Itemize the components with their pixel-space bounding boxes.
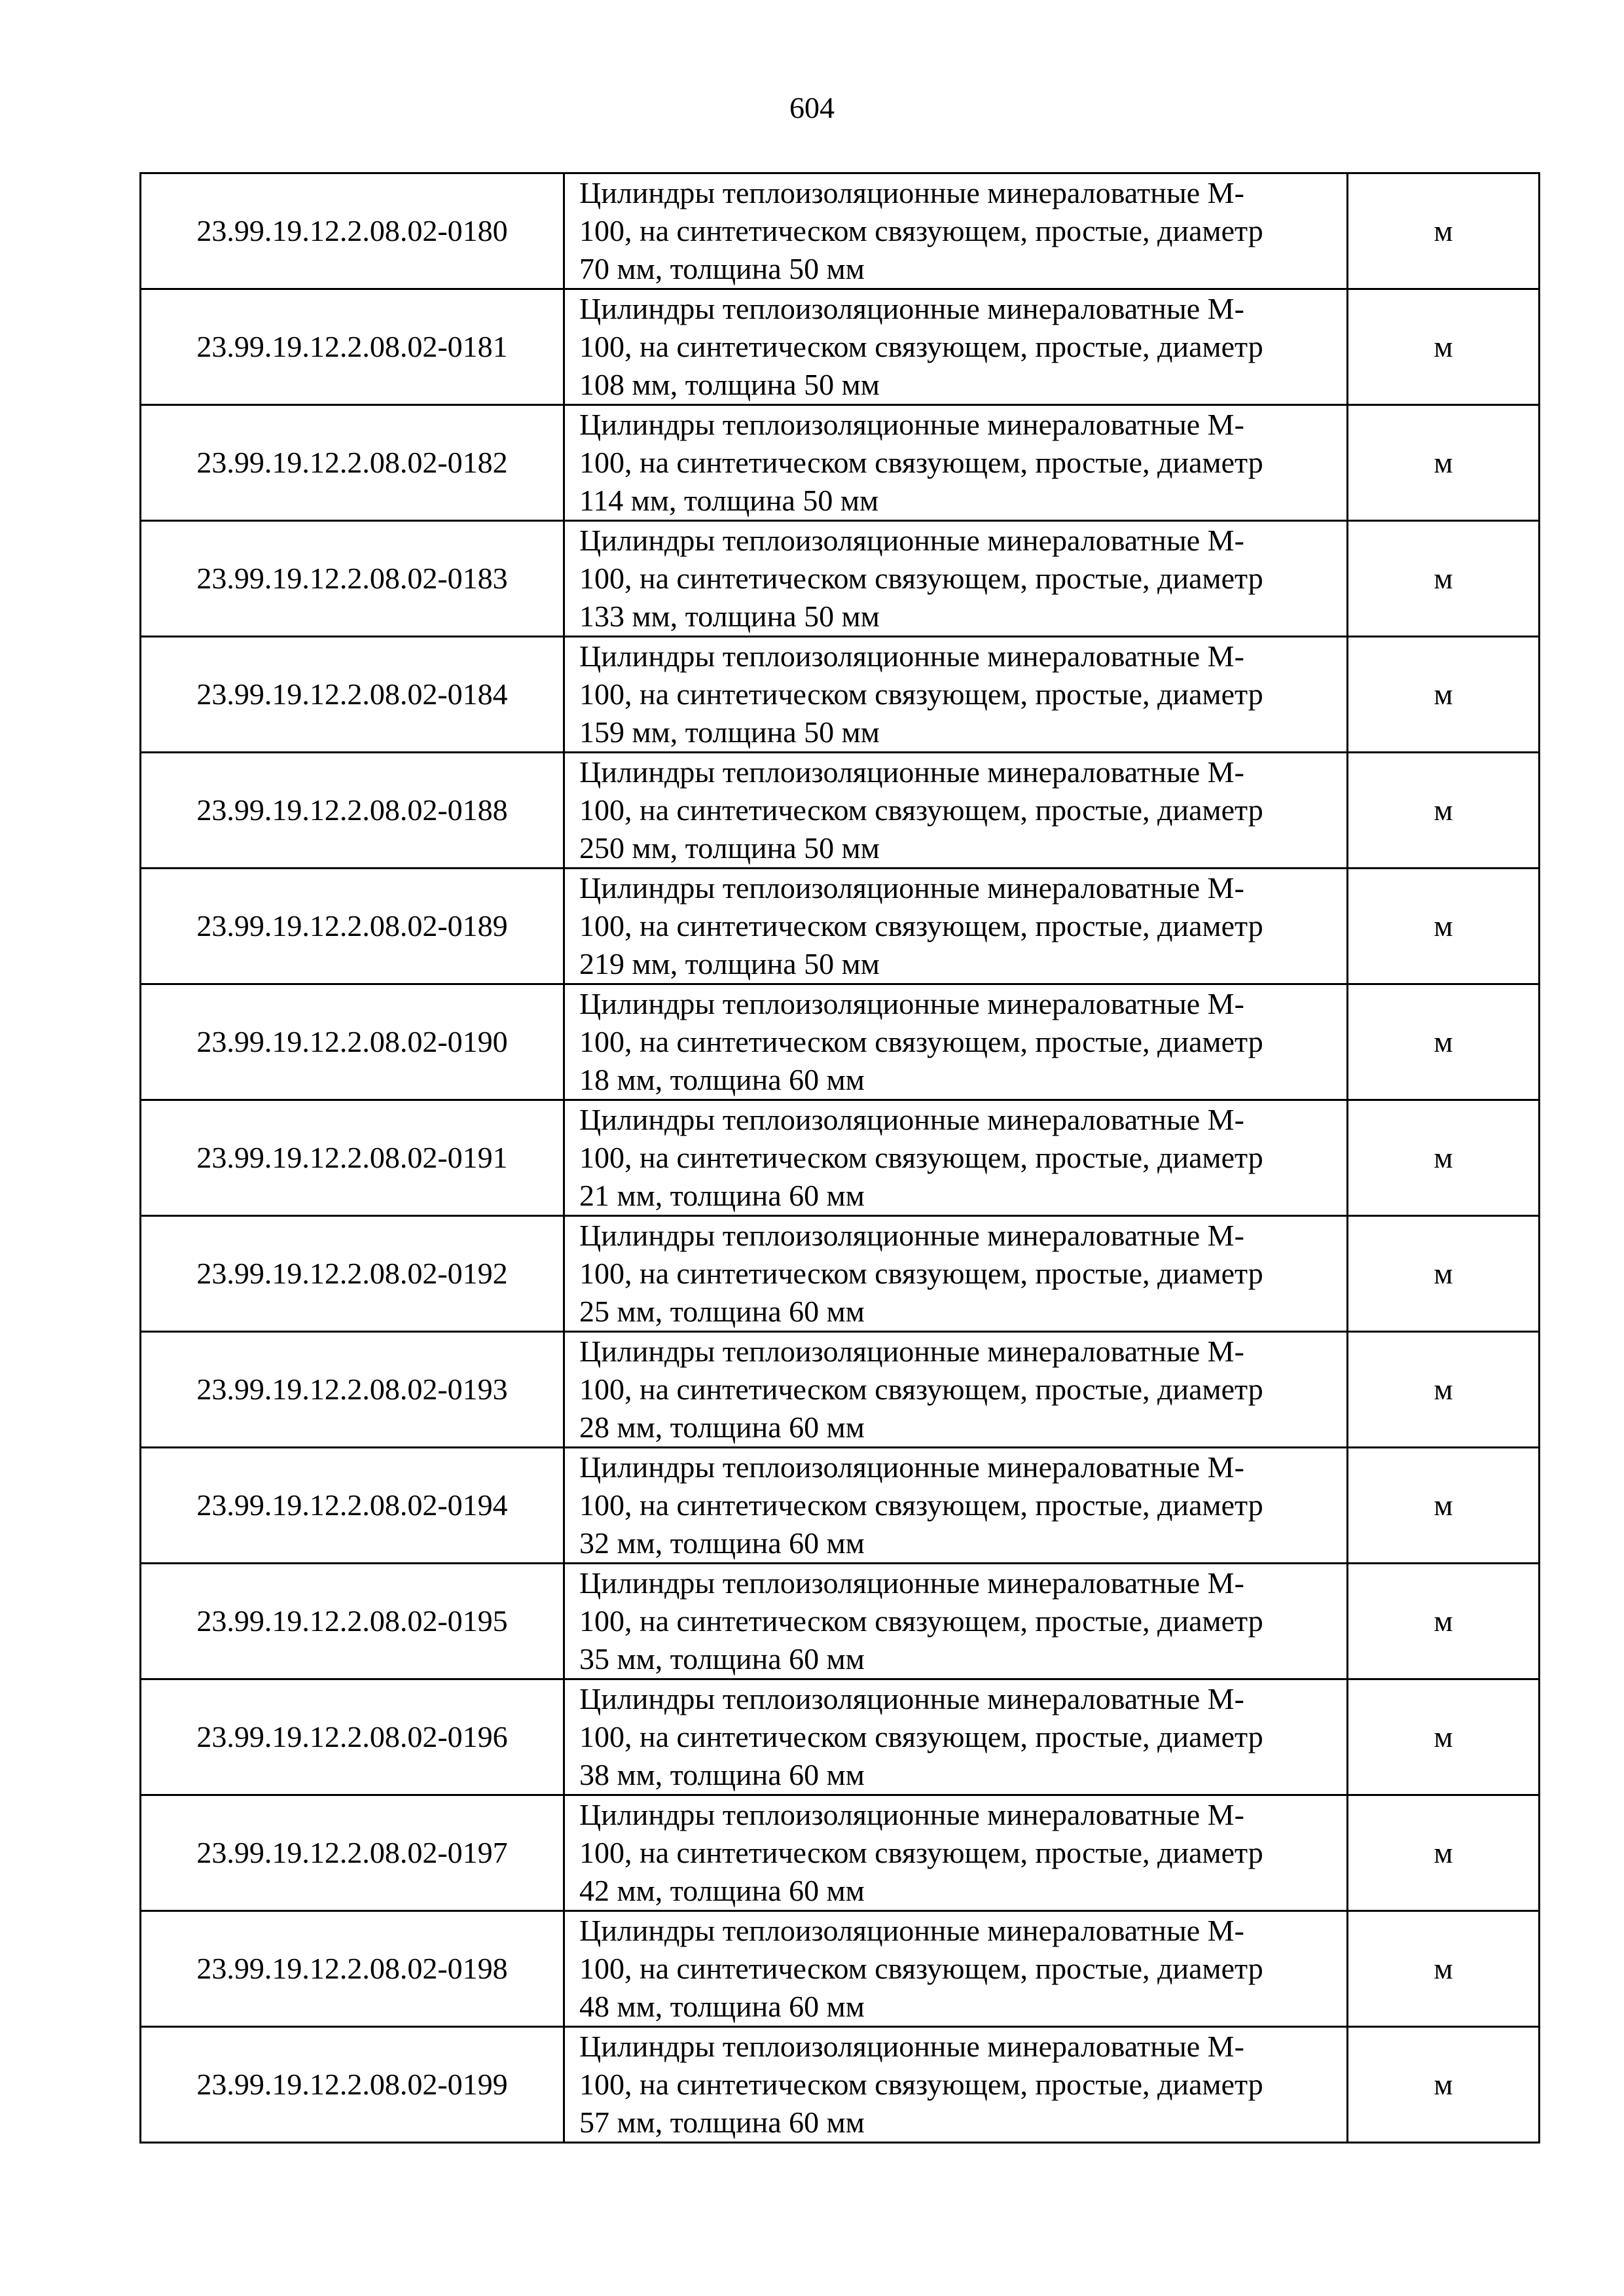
unit-of-measure: м xyxy=(1348,173,1540,289)
description-line: 100, на синтетическом связующем, простые, диаметр xyxy=(579,446,1263,479)
description-line: 32 мм, толщина 60 мм xyxy=(579,1526,865,1560)
unit-of-measure: м xyxy=(1348,405,1540,521)
description-line: Цилиндры теплоизоляционные минераловатные М- xyxy=(579,2030,1244,2063)
resource-description xyxy=(564,1332,1348,1448)
description-line: Цилиндры теплоизоляционные минераловатные М- xyxy=(579,408,1244,441)
description-line: 133 мм, толщина 50 мм xyxy=(579,600,880,633)
description-line: Цилиндры теплоизоляционные минераловатные М- xyxy=(579,1335,1244,1368)
unit-of-measure: м xyxy=(1348,1332,1540,1448)
resource-description xyxy=(564,2027,1348,2143)
unit-of-measure: м xyxy=(1348,1911,1540,2027)
description-line: 100, на синтетическом связующем, простые, диаметр xyxy=(579,1257,1263,1290)
unit-of-measure: м xyxy=(1348,1216,1540,1332)
description-line: 100, на синтетическом связующем, простые, диаметр xyxy=(579,330,1263,363)
resource-description xyxy=(564,637,1348,753)
description-line: 100, на синтетическом связующем, простые, диаметр xyxy=(579,1141,1263,1174)
table-row xyxy=(141,1332,1540,1448)
table-row xyxy=(141,869,1540,984)
resource-code: 23.99.19.12.2.08.02-0192 xyxy=(141,1216,564,1332)
table-row xyxy=(141,521,1540,637)
description-line: Цилиндры теплоизоляционные минераловатные М- xyxy=(579,755,1244,789)
description-line: 100, на синтетическом связующем, простые, диаметр xyxy=(579,1025,1263,1058)
description-line: 100, на синтетическом связующем, простые, диаметр xyxy=(579,1952,1263,1985)
resource-description xyxy=(564,1679,1348,1795)
table-row xyxy=(141,173,1540,289)
table-row xyxy=(141,289,1540,405)
table-row xyxy=(141,1679,1540,1795)
table-row xyxy=(141,1216,1540,1332)
resource-code: 23.99.19.12.2.08.02-0198 xyxy=(141,1911,564,2027)
description-line: 35 мм, толщина 60 мм xyxy=(579,1642,865,1676)
table-row xyxy=(141,2027,1540,2143)
resource-code: 23.99.19.12.2.08.02-0191 xyxy=(141,1100,564,1216)
resource-code: 23.99.19.12.2.08.02-0189 xyxy=(141,869,564,984)
unit-of-measure: м xyxy=(1348,869,1540,984)
description-line: Цилиндры теплоизоляционные минераловатные М- xyxy=(579,292,1244,325)
table-row xyxy=(141,405,1540,521)
resource-code: 23.99.19.12.2.08.02-0193 xyxy=(141,1332,564,1448)
unit-of-measure: м xyxy=(1348,1100,1540,1216)
description-line: 250 мм, толщина 50 мм xyxy=(579,831,880,865)
resource-description xyxy=(564,405,1348,521)
description-line: 100, на синтетическом связующем, простые, диаметр xyxy=(579,1604,1263,1638)
description-line: 28 мм, толщина 60 мм xyxy=(579,1410,865,1444)
resource-code: 23.99.19.12.2.08.02-0190 xyxy=(141,984,564,1100)
resource-description xyxy=(564,1448,1348,1564)
table-row xyxy=(141,753,1540,869)
description-line: Цилиндры теплоизоляционные минераловатные М- xyxy=(579,176,1244,209)
resource-description xyxy=(564,1564,1348,1679)
resource-code: 23.99.19.12.2.08.02-0188 xyxy=(141,753,564,869)
description-line: 100, на синтетическом связующем, простые, диаметр xyxy=(579,214,1263,247)
resource-description xyxy=(564,753,1348,869)
table-row xyxy=(141,1100,1540,1216)
description-line: 100, на синтетическом связующем, простые, диаметр xyxy=(579,1720,1263,1753)
description-line: Цилиндры теплоизоляционные минераловатные М- xyxy=(579,871,1244,905)
description-line: Цилиндры теплоизоляционные минераловатные М- xyxy=(579,1103,1244,1136)
unit-of-measure: м xyxy=(1348,2027,1540,2143)
resource-description xyxy=(564,869,1348,984)
description-line: 100, на синтетическом связующем, простые, диаметр xyxy=(579,1372,1263,1406)
description-line: 48 мм, толщина 60 мм xyxy=(579,1990,865,2023)
table-row xyxy=(141,1564,1540,1679)
unit-of-measure: м xyxy=(1348,289,1540,405)
description-line: Цилиндры теплоизоляционные минераловатные М- xyxy=(579,524,1244,557)
description-line: 57 мм, толщина 60 мм xyxy=(579,2106,865,2139)
description-line: 100, на синтетическом связующем, простые, диаметр xyxy=(579,2068,1263,2101)
description-line: Цилиндры теплоизоляционные минераловатные М- xyxy=(579,639,1244,673)
table-row xyxy=(141,1795,1540,1911)
description-line: 38 мм, толщина 60 мм xyxy=(579,1758,865,1791)
resource-code: 23.99.19.12.2.08.02-0180 xyxy=(141,173,564,289)
unit-of-measure: м xyxy=(1348,1795,1540,1911)
table-row xyxy=(141,984,1540,1100)
description-line: 219 мм, толщина 50 мм xyxy=(579,947,880,980)
resource-description xyxy=(564,1911,1348,2027)
resource-description xyxy=(564,521,1348,637)
resource-description xyxy=(564,1216,1348,1332)
resource-code: 23.99.19.12.2.08.02-0181 xyxy=(141,289,564,405)
table-row xyxy=(141,637,1540,753)
description-line: Цилиндры теплоизоляционные минераловатные М- xyxy=(579,987,1244,1020)
description-line: Цилиндры теплоизоляционные минераловатные М- xyxy=(579,1798,1244,1831)
resource-description xyxy=(564,1100,1348,1216)
unit-of-measure: м xyxy=(1348,1679,1540,1795)
unit-of-measure: м xyxy=(1348,637,1540,753)
description-line: Цилиндры теплоизоляционные минераловатные М- xyxy=(579,1219,1244,1252)
description-line: 159 мм, толщина 50 мм xyxy=(579,715,880,749)
description-line: 114 мм, толщина 50 мм xyxy=(579,484,879,517)
unit-of-measure: м xyxy=(1348,753,1540,869)
resource-description xyxy=(564,984,1348,1100)
unit-of-measure: м xyxy=(1348,1564,1540,1679)
resource-code: 23.99.19.12.2.08.02-0184 xyxy=(141,637,564,753)
description-line: 25 мм, толщина 60 мм xyxy=(579,1295,865,1328)
resource-description xyxy=(564,289,1348,405)
resource-code: 23.99.19.12.2.08.02-0197 xyxy=(141,1795,564,1911)
description-line: Цилиндры теплоизоляционные минераловатные М- xyxy=(579,1450,1244,1484)
description-line: 21 мм, толщина 60 мм xyxy=(579,1179,865,1212)
description-line: Цилиндры теплоизоляционные минераловатные М- xyxy=(579,1566,1244,1600)
resource-description xyxy=(564,173,1348,289)
resource-description xyxy=(564,1795,1348,1911)
resource-code: 23.99.19.12.2.08.02-0194 xyxy=(141,1448,564,1564)
unit-of-measure: м xyxy=(1348,521,1540,637)
page-number: 604 xyxy=(789,91,835,124)
resource-code: 23.99.19.12.2.08.02-0199 xyxy=(141,2027,564,2143)
description-line: 100, на синтетическом связующем, простые, диаметр xyxy=(579,909,1263,942)
description-line: 100, на синтетическом связующем, простые, диаметр xyxy=(579,562,1263,595)
resource-code: 23.99.19.12.2.08.02-0183 xyxy=(141,521,564,637)
description-line: Цилиндры теплоизоляционные минераловатные М- xyxy=(579,1682,1244,1715)
description-line: 100, на синтетическом связующем, простые, диаметр xyxy=(579,1836,1263,1869)
resource-table xyxy=(139,172,1540,2144)
resource-code: 23.99.19.12.2.08.02-0196 xyxy=(141,1679,564,1795)
resource-code: 23.99.19.12.2.08.02-0195 xyxy=(141,1564,564,1679)
description-line: 42 мм, толщина 60 мм xyxy=(579,1874,865,1907)
description-line: 100, на синтетическом связующем, простые, диаметр xyxy=(579,793,1263,827)
resource-code: 23.99.19.12.2.08.02-0182 xyxy=(141,405,564,521)
description-line: 18 мм, толщина 60 мм xyxy=(579,1063,865,1096)
table-row xyxy=(141,1448,1540,1564)
description-line: 70 мм, толщина 50 мм xyxy=(579,252,865,285)
description-line: Цилиндры теплоизоляционные минераловатные М- xyxy=(579,1914,1244,1947)
description-line: 100, на синтетическом связующем, простые, диаметр xyxy=(579,1488,1263,1522)
description-line: 108 мм, толщина 50 мм xyxy=(579,368,880,401)
unit-of-measure: м xyxy=(1348,1448,1540,1564)
table-row xyxy=(141,1911,1540,2027)
description-line: 100, на синтетическом связующем, простые, диаметр xyxy=(579,677,1263,711)
unit-of-measure: м xyxy=(1348,984,1540,1100)
